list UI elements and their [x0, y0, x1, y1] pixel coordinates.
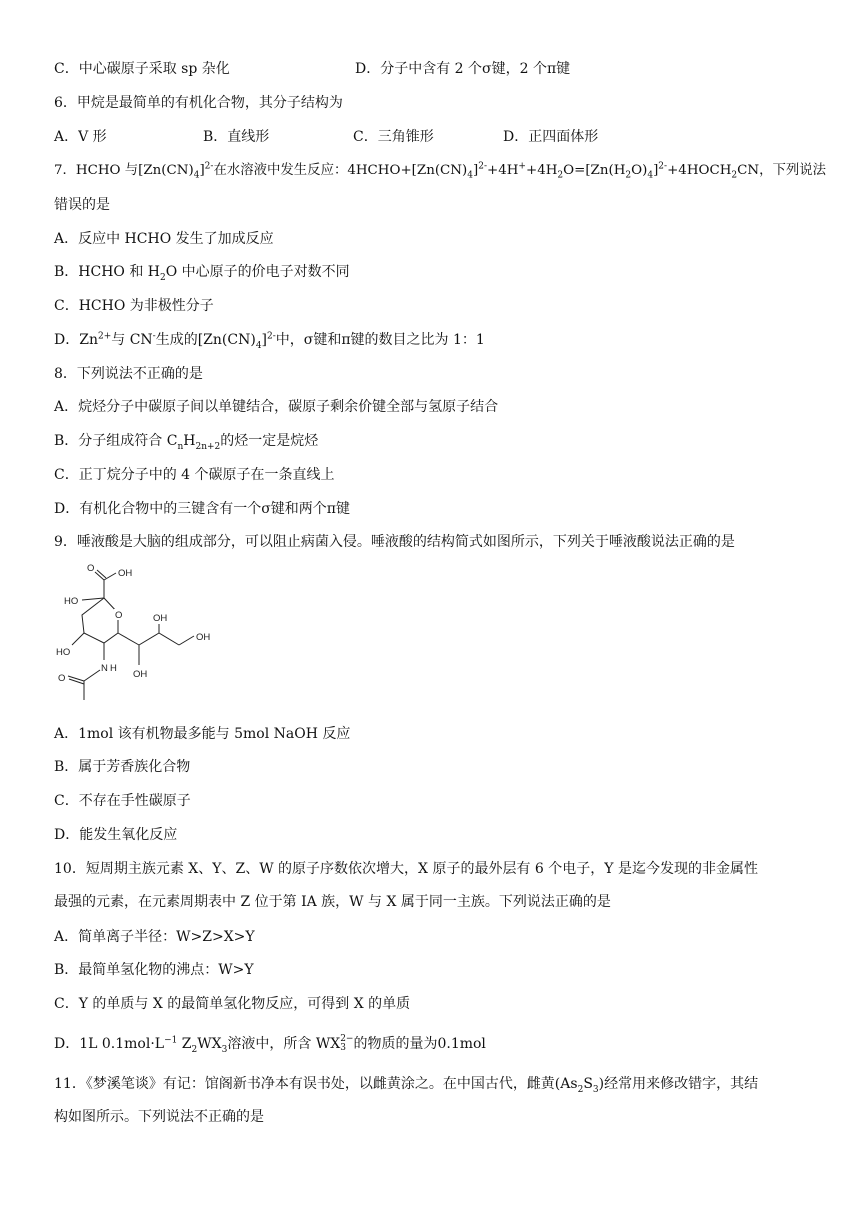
bond [118, 633, 139, 645]
bond [139, 633, 159, 645]
q8-option-d: D．有机化合物中的三键含有一个σ键和两个π键 [54, 501, 350, 517]
label-ho-left: HO [64, 596, 79, 607]
label-oh-top: OH [118, 568, 133, 579]
q7-stem-line2: 错误的是 [54, 197, 110, 213]
q9-option-a: A．1mol 该有机物最多能与 5mol NaOH 反应 [54, 726, 351, 742]
q10-stem-line1: 10．短周期主族元素 X、Y、Z、W 的原子序数依次增大，X 原子的最外层有 6 个电子，Y 是迄今发现的非金属性 [54, 861, 758, 877]
q9-option-d: D．能发生氧化反应 [54, 827, 178, 843]
label-oh-side2: OH [196, 632, 211, 643]
bond [179, 636, 194, 645]
q10-option-b: B．最简单氢化物的沸点：W>Y [54, 962, 254, 978]
q11-stem-line1: 11．《梦溪笔谈》有记：馆阁新书净本有误书处，以雌黄涂之。在中国古代，雌黄$(As_2S_3)$经常用来修改错字，其结 [54, 1076, 759, 1095]
q10-stem-line2: 最强的元素，在元素周期表中 Z 位于第 IA 族，W 与 X 属于同一主族。下列说法正确的是 [54, 894, 611, 910]
q6-option-c: C．三角锥形 [353, 129, 434, 145]
q9-option-c: C．不存在手性碳原子 [54, 793, 191, 809]
label-o-carbonyl: O [87, 563, 95, 574]
bond [97, 570, 106, 578]
label-oh-side1: OH [153, 613, 168, 624]
q6-option-a: A．V 形 [54, 129, 107, 145]
q7-option-c: C．HCHO 为非极性分子 [54, 298, 214, 314]
q6-option-b: B．直线形 [203, 129, 270, 145]
bond [69, 679, 84, 684]
bond [104, 573, 116, 580]
q7-option-b: B．HCHO 和 $H_2O$ 中心原子的价电子对数不同 [54, 264, 350, 283]
bond [68, 676, 84, 681]
q5-option-c: C．中心碳原子采取 sp 杂化 [54, 61, 230, 77]
pyranose-ring [82, 598, 118, 643]
label-n: N [101, 663, 108, 674]
q9-option-b: B．属于芳香族化合物 [54, 759, 191, 775]
label-o-amide: O [58, 673, 66, 684]
q7-option-a: A．反应中 HCHO 发生了加成反应 [54, 231, 274, 247]
q11-stem-line2: 构如图所示。下列说法不正确的是 [54, 1109, 264, 1125]
bond [159, 633, 179, 645]
q9-stem: 9．唾液酸是大脑的组成部分，可以阻止病菌入侵。唾液酸的结构简式如图所示，下列关于唾液酸说法正确的是 [54, 534, 735, 550]
q8-option-c: C．正丁烷分子中的 4 个碳原子在一条直线上 [54, 467, 335, 483]
q10-option-d: D．1L $0.1mol\cdot L^{-1}$ $Z_2WX_3$溶液中，所含 WX 2− 3 的物质的量为0.1mol [54, 1034, 486, 1055]
q10-option-a: A．简单离子半径：W>Z>X>Y [54, 929, 255, 945]
q8-option-a: A．烷烃分子中碳原子间以单键结合，碳原子剩余价键全部与氢原子结合 [54, 399, 499, 415]
q7-option-d: D．$Zn^{2+}$与 CN-生成的$[Zn(CN)_4]^{2-}$中，σ键和π键的数目之比为 1：1 [54, 331, 485, 351]
q8-option-b: B．分子组成符合 $C_nH_{2n+2}$的烃一定是烷烃 [54, 433, 319, 452]
q8-stem: 8．下列说法不正确的是 [54, 366, 203, 382]
q6-option-d: D．正四面体形 [503, 129, 599, 145]
label-nh-h: H [110, 663, 117, 674]
label-ho-bottom: HO [56, 647, 71, 658]
q5-option-d: D．分子中含有 2 个σ键，2 个π键 [355, 61, 571, 77]
label-oh-side3: OH [133, 669, 148, 680]
bond [95, 572, 104, 580]
q7-stem-line1: 7．HCHO 与$[Zn(CN)_4]^{2-}$在水溶液中发生反应：$4HCHO+[Zn(CN)_4]^{2-}+4H^++4H_2O=[Zn(H_2O)_4]^{2-}+4HOCH_2CN$，下列说法 [54, 161, 827, 181]
bond [84, 670, 100, 681]
bond [82, 598, 104, 600]
label-o-ring: O [115, 610, 123, 621]
q6-stem: 6．甲烷是最简单的有机化合物，其分子结构为 [54, 95, 343, 111]
sialic-acid-structure [54, 560, 254, 710]
bond [72, 633, 84, 645]
q10-option-c: C．Y 的单质与 X 的最简单氢化物反应，可得到 X 的单质 [54, 996, 411, 1012]
